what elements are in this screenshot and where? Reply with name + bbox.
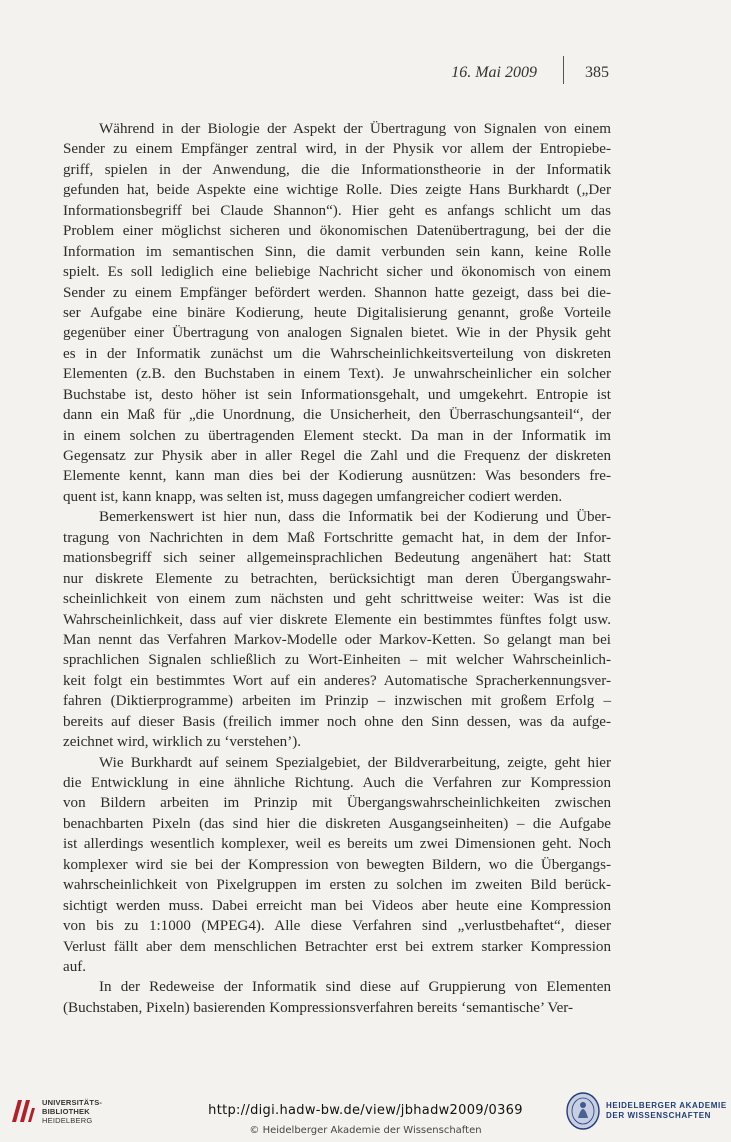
text-line: Elemente kennt, kann man dies bei der Kodierung ausnützen: Was besonders fre-: [63, 468, 611, 485]
academy-seal-icon: [566, 1092, 600, 1130]
text-line: ser Aufgabe eine binäre Kodierung, heute Digitalisierung genannt, große Vorteile: [63, 304, 611, 321]
text-line: es in der Informatik zunächst um die Wahrscheinlichkeitsverteilung von diskreten: [63, 345, 611, 362]
library-name-line-1: UNIVERSITÄTS-: [42, 1098, 103, 1107]
text-line: Sender zu einem Empfänger zentral wird, in der Physik vor allem der Entropiebe-: [63, 141, 611, 158]
text-line: zeichnet wird, wirklich zu ‘verstehen’).: [63, 734, 302, 751]
text-line: von bis zu 1:1000 (MPEG4). Alle diese Verfahren sind „verlustbehaftet“, dieser: [63, 918, 611, 935]
text-line: Buchstabe ist, desto höher ist sein Informationsgehalt, und umgekehrt. Entropie ist: [63, 386, 611, 403]
text-line: mationsbegriff sich seiner allgemeinsprachlichen Bedeutung angenähert hat: Statt: [63, 550, 611, 567]
text-line: Bemerkenswert ist hier nun, dass die Informatik bei der Kodierung und Über-: [99, 509, 611, 526]
text-line: Während in der Biologie der Aspekt der Übertragung von Signalen von einem: [99, 121, 611, 137]
text-line: benachbarten Pixeln (das sind hier die diskreten Ausgangseinheiten) – die Aufgabe: [63, 815, 611, 832]
text-line: gegenüber einer Übertragung von analogen Signalen bietet. Wie in der Physik geht: [63, 325, 611, 342]
footer: [0, 1088, 731, 1142]
text-line: tragung von Nachrichten in dem Maß Fortschritte gemacht hat, in dem der Infor-: [63, 529, 611, 546]
text-line: quent ist, kann knapp, was selten ist, muss dagegen umfangreicher codiert werden.: [63, 488, 563, 505]
text-line: scheinlichkeit von einem zum nächsten und geht schrittweise weiter: Was ist die: [63, 591, 611, 608]
text-line: fahren (Diktierprogramme) arbeiten im Prinzip – inzwischen mit großem Erfolg –: [63, 693, 611, 710]
text-line: Man nennt das Verfahren Markov-Modelle oder Markov-Ketten. So gelangt man bei: [63, 631, 611, 648]
text-line: Sender zu einem Empfänger befördert werden. Shannon hatte gezeigt, dass bei die-: [63, 284, 611, 301]
text-line: Wie Burkhardt auf seinem Spezialgebiet, der Bildverarbeitung, zeigte, geht hier: [99, 754, 611, 771]
text-line: (Buchstaben, Pixeln) basierenden Kompressionsverfahren bereits ‘semantische’ Ver-: [63, 999, 574, 1016]
text-line: nur diskrete Elemente zu betrachten, berücksichtigt man deren Übergangswahr-: [63, 570, 611, 587]
text-line: sprachlichen Signalen schließlich zu Wort-Einheiten – mit welcher Wahrscheinlich-: [63, 652, 611, 669]
text-line: in einem solchen zu übertragenden Element steckt. Da man in der Informatik im: [63, 427, 611, 444]
page-number: 385: [585, 64, 609, 81]
text-line: Verlust fällt aber dem menschlichen Betrachter erst bei extrem starker Kompression: [63, 938, 611, 955]
text-line: griff, spielen in der Anwendung, die die Informationstheorie in der Informatik: [63, 161, 611, 178]
text-line: Information im semantischen Sinn, die damit verbunden sein kann, keine Rolle: [63, 243, 611, 260]
academy-name-line-2: DER WISSENSCHAFTEN: [606, 1111, 712, 1120]
text-line: Informationsbegriff bei Claude Shannon“). Hier geht es anfangs schlicht um das: [63, 202, 611, 219]
header-date: 16. Mai 2009: [451, 64, 537, 81]
text-line: auf.: [63, 958, 87, 975]
header-divider: [563, 56, 564, 84]
academy-name-line-1: HEIDELBERGER AKADEMIE: [606, 1101, 727, 1110]
text-line: gefunden hat, beide Aspekte eine wichtige Rolle. Dies zeigte Hans Burkhardt („Der: [63, 182, 611, 199]
text-line: Problem einer möglichst sicheren und ökonomischen Datenübertragung, bei der die: [63, 223, 611, 240]
text-line: In der Redeweise der Informatik sind diese auf Gruppierung von Elementen: [99, 979, 611, 996]
text-line: von Bildern arbeiten im Prinzip mit Übergangswahrscheinlichkeiten zwischen: [63, 795, 611, 812]
text-line: die Entwicklung in eine ähnliche Richtung. Auch die Verfahren zur Kompression: [63, 775, 611, 791]
permalink-url[interactable]: http://digi.hadw-bw.de/view/jbhadw2009/0369: [208, 1103, 523, 1118]
text-line: bereits auf dieser Basis (freilich immer noch ohne den Sinn dessen, was da aufge-: [63, 713, 611, 730]
body-text: [63, 119, 611, 1018]
text-line: Gegensatz zur Physik aber in aller Regel die Zahl und die Frequenz der diskreten: [63, 448, 611, 464]
text-line: keit folgt ein bestimmtes Wort auf ein anderes? Automatische Spracherkennungsver-: [63, 672, 611, 689]
text-line: wahrscheinlichkeit von Pixelgruppen im ersten zu solchen im zweiten Bild berück-: [63, 877, 611, 894]
text-line: komplexer wird sie bei der Kompression von bewegten Bildern, wo die Übergangs-: [63, 856, 611, 873]
library-name-line-3: HEIDELBERG: [42, 1116, 93, 1125]
text-line: Elementen (z.B. den Buchstaben in einem Text). Je unwahrscheinlicher ein solcher: [63, 366, 611, 383]
text-line: spielt. Es soll lediglich eine beliebige Nachricht sicher und ökonomisch von einem: [63, 264, 611, 281]
text-line: Wahrscheinlichkeit, dass auf vier diskrete Elemente ein bestimmtes fünftes folgt usw.: [63, 611, 611, 628]
academy-name: [606, 1101, 727, 1121]
text-line: dann ein Maß für „die Unordnung, die Unsicherheit, den Überraschungsanteil“, der: [63, 407, 611, 424]
text-line: ist allerdings wesentlich komplexer, weil es bereits um zwei Dimensionen geht. Noch: [63, 836, 611, 853]
library-name-line-2: BIBLIOTHEK: [42, 1107, 90, 1116]
running-header: [0, 64, 731, 90]
text-line: sichtigt werden muss. Dabei erreicht man bei Videos aber heute eine Kompression: [63, 897, 611, 914]
copyright-notice: © Heidelberger Akademie der Wissenschaften: [249, 1125, 482, 1136]
